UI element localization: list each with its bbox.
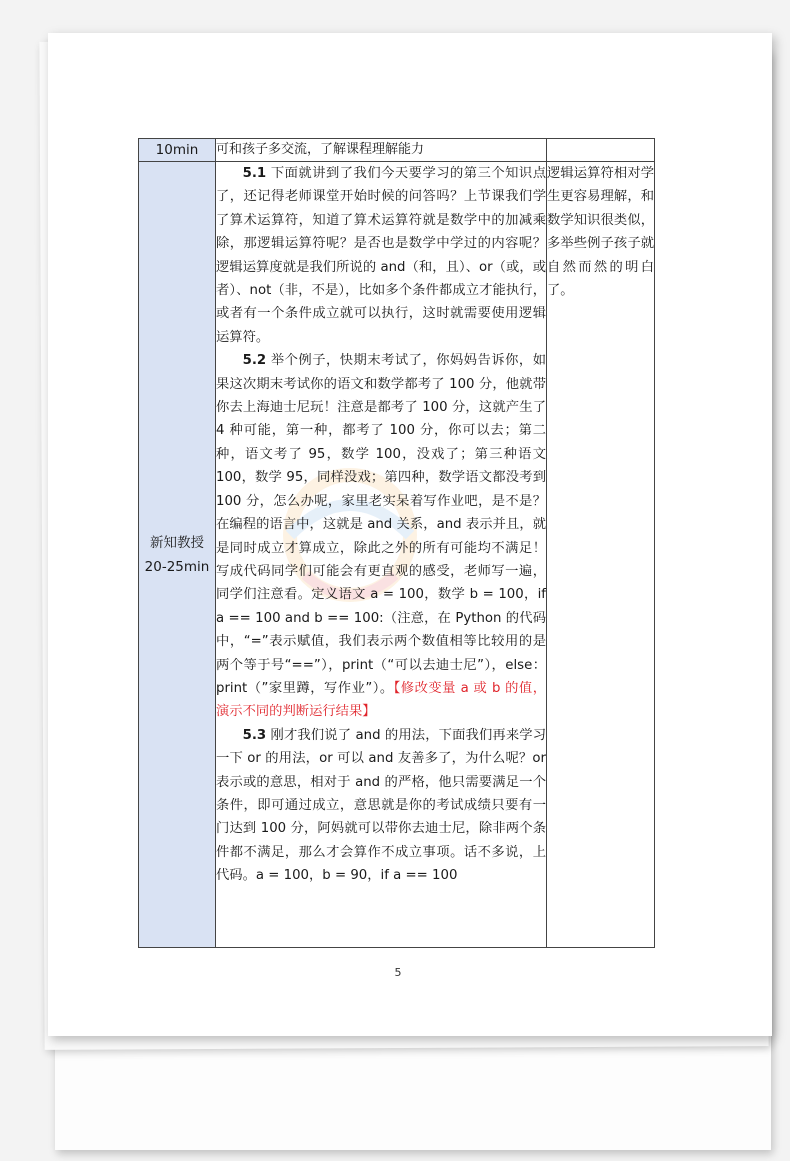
content-cell: 可和孩子多交流，了解课程理解能力 [216,139,547,162]
time-cell [139,162,216,948]
section-number: 5.2 [242,353,267,369]
content-cell [216,162,547,948]
note-cell [547,139,655,162]
paragraph-text: 下面就讲到了我们今天要学习的第三个知识点了，还记得老师课堂开始时候的问答吗？上节课我们学了算术运算符，知道了算术运算符就是数学中的加减乘除，那逻辑运算符呢？是否也是数学中学过的内容呢？逻辑运算度就是我们所说的 and（和，且）、or（或，或者）、not（非，不是），比如多个条件都成立才能执行，或者有一个条件成立就可以执行，这时就需要使用逻辑运算符。 [216,166,546,345]
table-row [139,162,655,948]
section-number: 5.1 [242,166,267,181]
paragraph-5-3 [216,724,546,888]
section-number: 5.3 [242,727,267,743]
paragraph-text: 举个例子，快期末考试了，你妈妈告诉你，如果这次期末考试你的语文和数学都考了 100 分，他就带你去上海迪士尼玩！注意是都考了 100 分，这就产生了 4 种可能，第一种，都考了 100 分，你可以去；第二种，语文考了 95，数学 100，没戏了；第三种语文 100，数学 95，同样没戏；第四种，数学语文都没考到 100 分，怎么办呢，家里老实呆着写作业吧，是不是？在编程的语言中，这就是 and 关系，and 表示并且，就是同时成立才算成立，除此之外的所有可能均不满足！写成代码同学们可能会有更直观的感受，老师写一遍，同学们注意看。定义语文 a = 100，数学 b = 100，if a == 100 and b == 100:（注意，在 Python 的代码中，“=”表示赋值，我们表示两个数值相等比较用的是两个等于号“==”），print（“可以去迪士尼”），else：print（”家里蹲，写作业”）。 [216,353,546,696]
teacher-instruction: 【修改变量 a 或 b 的值，演示不同的判断运行结果】 [216,680,546,720]
page-number: 5 [394,966,402,979]
time-cell: 10min [139,139,216,162]
table-row [139,139,655,162]
lesson-table [138,138,655,948]
teaching-note: 逻辑运算符相对学生更容易理解，和数学知识很类似，多举些例子孩子就自然而然的明白了。 [547,166,654,299]
paragraph-5-2 [216,349,546,724]
paragraph-text: 刚才我们说了 and 的用法，下面我们再来学习一下 or 的用法，or 可以 and 友善多了，为什么呢？or 表示或的意思，相对于 and 的严格，他只需要满足一个条件，即可通过成立，意思就是你的考试成绩只要有一门达到 100 分，阿妈就可以带你去迪士尼，除非两个条件都不满足，那么才会算作不成立事项。话不多说，上代码。a = 100，b = 90，if a == 100 [216,727,546,884]
note-cell [547,162,655,948]
paragraph-5-1 [216,162,546,349]
stage-duration: 20-25min [144,558,210,575]
stage-label: 新知教授 [150,534,204,551]
